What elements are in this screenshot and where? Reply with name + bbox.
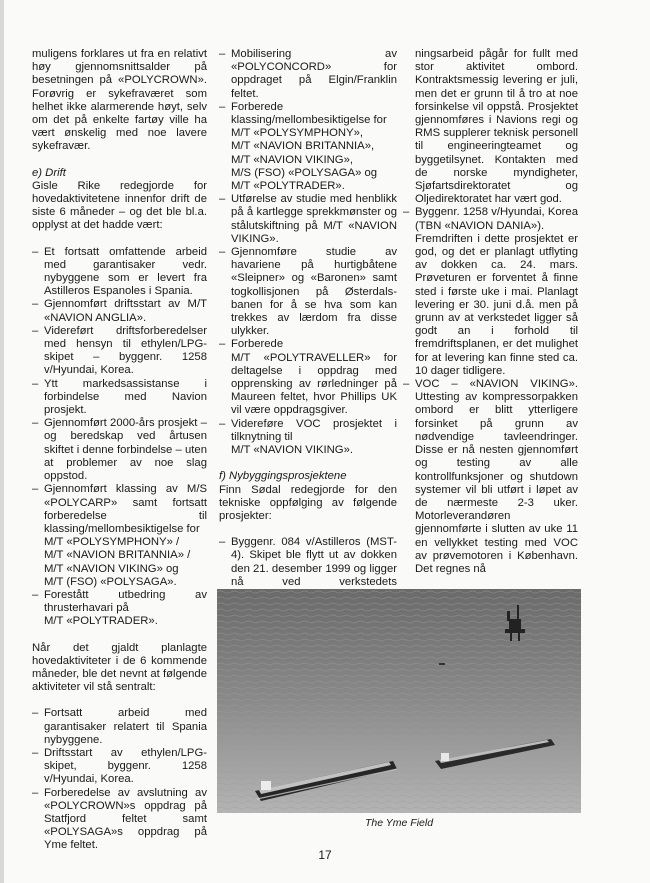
vessel-line: M/T «POLYSYMPHONY» / bbox=[44, 536, 180, 549]
vessel-line: M/T «POLYSYMPHONY», bbox=[231, 127, 364, 140]
vessel-line: M/T «POLYTRADER». bbox=[44, 615, 158, 628]
col1-lead2: Når det gjaldt planlagte hovedaktiviteter i de 6 kommende måneder, ble det nevnt at følgende aktiviteter vil stå sentralt: bbox=[32, 641, 207, 694]
yme-field-photo bbox=[217, 589, 581, 813]
small-boat bbox=[439, 663, 445, 665]
vessel-line: M/T «NAVION VIKING», bbox=[231, 153, 353, 166]
list-item-continuation: M/T «POLYTRAVELLER» for deltagelse i oppdrag med opprensking av rørledninger på Maureen feltet, hvor Phillips UK vil være oppdragsgiver. bbox=[231, 351, 397, 417]
column-1 bbox=[32, 48, 207, 853]
list-item: – Byggenr. 084 v/Astilleros (MST-4). Skipet ble flytt ut av dokken den 21. desember 1999 og ligger nå ved verkstedets bbox=[219, 536, 397, 602]
list-item: – Gjennomføre studie av havariene på hurtigbåtene «Sleipner» og «Baronen» samt togkollisjonen på Østerdals-banen for å se hva som kan trekkes av lærdom fra disse ulykker. bbox=[219, 246, 397, 338]
page-edge-shadow bbox=[0, 0, 4, 883]
list-item bbox=[219, 101, 397, 193]
list-item: – Driftsstart av ethylen/LPG-skipet, byggenr. 1258 v/Hyundai, Korea. bbox=[32, 747, 207, 787]
list-item-paragraph: Fremdriften i dette prosjektet er god, og det er planlagt utflyting av dokken ca. 24. mars. Prøveturen er forventet å finne sted i første uke i mai. Planlagt levering er 30. juni d.å. men på grunn av at verkstedet ligger så godt an i forhold til fremdriftsplanen, er det mulighet for at levering kan finne sted ca. 10 dager tidligere. bbox=[415, 232, 578, 377]
list-item: – Gjennomført driftsstart av M/T «NAVION ANGLIA». bbox=[32, 298, 207, 324]
sea-scene-illustration bbox=[217, 589, 581, 813]
page-number: 17 bbox=[318, 848, 332, 862]
list-item: – Utførelse av studie med henblikk på å kartlegge sprekkmønster og stålutskiftning på M/T «NAVION VIKING». bbox=[219, 193, 397, 246]
column-2 bbox=[219, 48, 397, 602]
list-item: – Fortsatt arbeid med garantisaker relatert til Spania nybyggene. bbox=[32, 707, 207, 747]
list-item-text: Videreføre VOC prosjektet i tilknytning til bbox=[231, 417, 397, 443]
list-item: – VOC – «NAVION VIKING». Uttesting av kompressorpakken ombord er blitt ytterligere forsinket på grunn av nødvendige tavleendringer. Disse er nå nesten gjennomført og testing av alle kontrollfunksjoner og shutdown systemer vil bli utført i løpet av de nærmeste 2-3 uker. Motorleverandøren gjennomførte i slutten av uke 11 en vellykket testing med VOC av prøvemotoren i København. Det regnes nå bbox=[403, 378, 578, 576]
vessel-line: M/T «NAVION VIKING» og bbox=[44, 562, 179, 575]
vessel-line: M/T «NAVION VIKING». bbox=[231, 444, 353, 457]
col1-intro: muligens forklares ut fra en relativt høy gjennomsnittsalder på besetningen på «POLYCROWN». Forøvrig er sykefraværet som helhet ikke alarmerende høyt, selv om det på enkelte fartøy ville ha vært ønskelig med noe lavere sykefravær. bbox=[32, 48, 207, 153]
photo-caption: The Yme Field bbox=[364, 817, 434, 829]
vessel-line: M/T «NAVION BRITANNIA» / bbox=[44, 549, 191, 562]
list-item: – Et fortsatt omfattende arbeid med garantisaker vedr. nybyggene som er levert fra Astilleros Espanoles i Spania. bbox=[32, 246, 207, 299]
vessel-line: M/S (FSO) «POLYSAGA» og bbox=[231, 166, 378, 179]
list-item bbox=[32, 589, 207, 629]
list-item-text: Forberede bbox=[231, 338, 284, 351]
list-item: – Videreført driftsforberedelser med hensyn til ethylen/LPG-skipet – byggenr. 1258 v/Hyundai, Korea. bbox=[32, 325, 207, 378]
list-item: – Ytt markedsassistanse i forbindelse med Navion prosjekt. bbox=[32, 378, 207, 418]
col1-lead: Gisle Rike redegjorde for hovedaktivitetene innenfor drift de siste 6 måneder – og det ble bl.a. opplyst at det hadde vært: bbox=[32, 179, 207, 232]
vessel-line: M/T (FSO) «POLYSAGA». bbox=[44, 575, 177, 588]
list-item: – Mobilisering av «POLYCONCORD» for oppdraget på Elgin/Franklin feltet. bbox=[219, 48, 397, 101]
col2-lead: Finn Sødal redegjorde for den tekniske oppfølging av følgende prosjekter: bbox=[219, 483, 397, 522]
vessel-line: M/T «POLYTRADER». bbox=[231, 180, 345, 193]
projects-list-continued bbox=[403, 206, 578, 576]
list-item bbox=[403, 206, 578, 378]
section-heading-nybygging: f) Nybyggingsprosjektene bbox=[219, 470, 347, 483]
list-item-text: Gjennomført klassing av M/S «POLYCARP» samt fortsatt forberedelse til klassing/mellombesiktigelse for bbox=[44, 483, 207, 535]
drift-list bbox=[32, 246, 207, 629]
list-item bbox=[219, 418, 397, 458]
list-item-text: Byggenr. 1258 v/Hyundai, Korea (TBN «NAVION DANIA»). bbox=[415, 206, 578, 232]
activities-list bbox=[219, 48, 397, 457]
vessel-line: M/T «NAVION BRITANNIA», bbox=[231, 140, 375, 153]
list-item bbox=[32, 483, 207, 589]
list-item: – Forberedelse av avslutning av «POLYCROWN»s oppdrag på Statfjord feltet samt «POLYSAGA»s oppdrag på Yme feltet. bbox=[32, 787, 207, 853]
list-item-text: Forestått utbedring av thrusterhavari på bbox=[44, 588, 207, 615]
list-item bbox=[219, 338, 397, 417]
col3-continuation: ningsarbeid pågår for fullt med stor aktivitet ombord. Kontraktsmessig levering er juli, men det er grunn til å tro at noe forsinkelse vil oppstå. Prosjektet gjennomføres i Navions regi og RMS supplerer teknisk personell til engineeringteamet og byggetilsynet. Kontakten med de norske myndigheter, Sjøfartsdirektoratet og Oljedirektoratet har vært god. bbox=[415, 48, 578, 206]
section-heading-drift: e) Drift bbox=[32, 166, 66, 179]
list-item: – Gjennomført 2000-års prosjekt – og beredskap ved årtusen skiftet i denne forbindelse – uten at problemer av noe slag oppstod. bbox=[32, 417, 207, 483]
list-item-text: Forberede klassing/mellombesiktigelse for bbox=[231, 100, 387, 127]
column-3 bbox=[403, 48, 578, 576]
planned-list bbox=[32, 707, 207, 852]
